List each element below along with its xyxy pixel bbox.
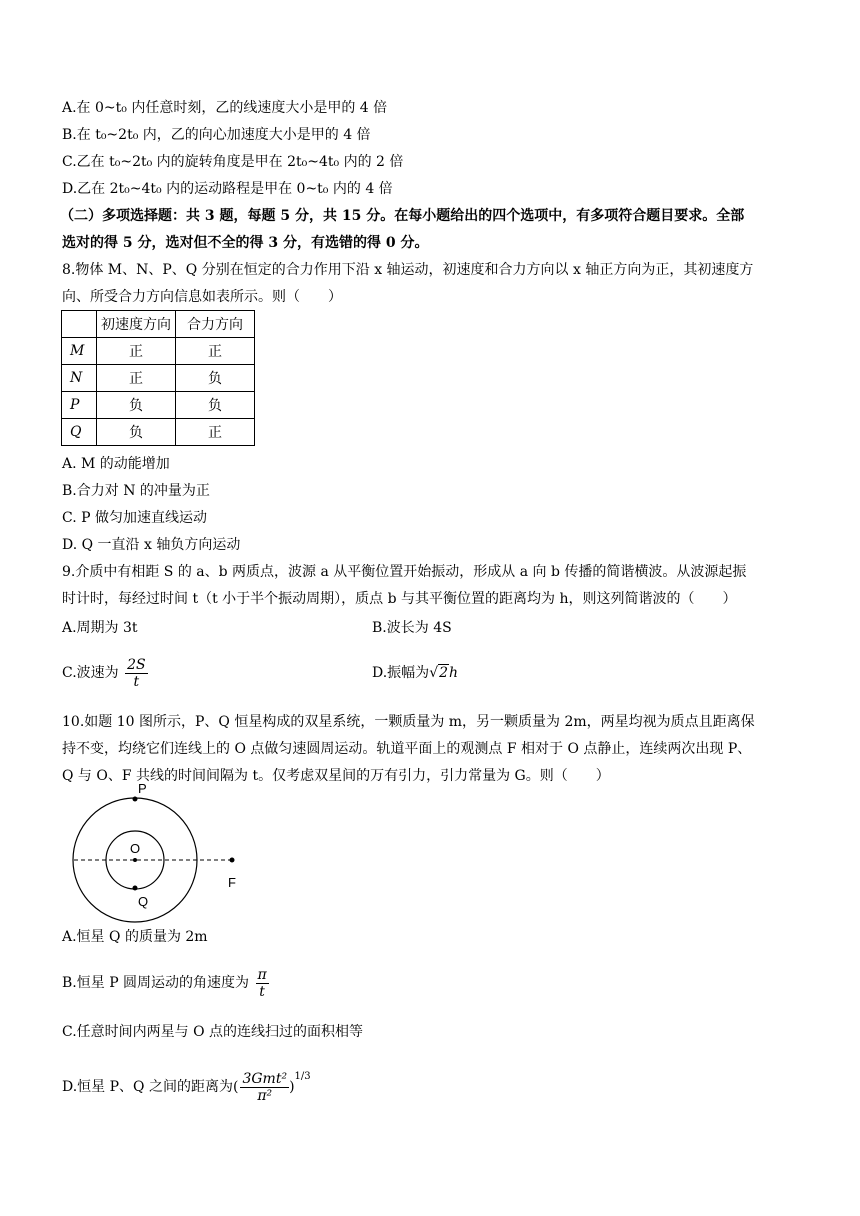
table-cell: 负: [176, 392, 255, 419]
center-o-dot: [133, 858, 137, 862]
fraction: [240, 1071, 289, 1104]
binary-star-diagram: [60, 781, 260, 921]
star-p-dot: [133, 797, 138, 802]
fraction-denominator: π²: [257, 1087, 273, 1104]
table-cell: 正: [97, 338, 176, 365]
table-cell: 正: [176, 419, 255, 446]
table-cell: M: [62, 338, 97, 365]
fraction-numerator: 2S: [127, 656, 146, 673]
q9-option-a: A.周期为 3t: [62, 620, 138, 636]
section-header-line-1: （二）多项选择题：共 3 题，每题 5 分，共 15 分。在每小题给出的四个选项中，有多项符合题目要求。全部: [60, 208, 745, 224]
section-header-line-2: 选对的得 5 分，选对但不全的得 3 分，有选错的得 0 分。: [62, 235, 429, 251]
exponent: 1/3: [294, 1071, 311, 1082]
q8-option-b: B.合力对 N 的冲量为正: [62, 483, 210, 499]
q8-option-c: C. P 做匀加速直线运动: [62, 510, 207, 526]
table-cell: P: [62, 392, 97, 419]
q7-option-d: D.乙在 2t₀~4t₀ 内的运动路程是甲在 0~t₀ 内的 4 倍: [62, 181, 393, 197]
close-paren: ): [289, 1079, 295, 1095]
fraction: [125, 657, 148, 690]
q8-option-d: D. Q 一直沿 x 轴负方向运动: [62, 537, 241, 553]
q10-stem-line-2: 持不变，均绕它们连线上的 O 点做匀速圆周运动。轨道平面上的观测点 F 相对于 O 点静止，连续两次出现 P、: [62, 741, 752, 757]
table-cell: 正: [97, 365, 176, 392]
table-cell: N: [62, 365, 97, 392]
fraction-denominator: t: [133, 673, 140, 690]
q10-option-d: [62, 1060, 311, 1104]
table-cell: 负: [176, 365, 255, 392]
q9-stem-line-1: 9.介质中有相距 S 的 a、b 两质点，波源 a 从平衡位置开始振动，形成从 a 向 b 传播的简谐横波。从波源起振: [62, 564, 747, 580]
q10-option-d-prefix: D.恒星 P、Q 之间的距离为: [62, 1079, 233, 1095]
fraction-denominator: t: [259, 983, 265, 1000]
table-cell: 正: [176, 338, 255, 365]
q10-option-b-prefix: B.恒星 P 圆周运动的角速度为: [62, 975, 250, 991]
q8-option-a: A. M 的动能增加: [62, 456, 170, 472]
q7-option-c: C.乙在 t₀~2t₀ 内的旋转角度是甲在 2t₀~4t₀ 内的 2 倍: [62, 154, 404, 170]
q8-stem-line-2: 向、所受合力方向信息如表所示。则（ ）: [62, 289, 342, 305]
table-row: [62, 419, 255, 446]
q9-option-c-prefix: C.波速为: [62, 665, 119, 681]
q9-option-c: [62, 656, 148, 690]
label-p: P: [138, 781, 147, 796]
table-header-cell: 合力方向: [176, 311, 255, 338]
table-row: [62, 365, 255, 392]
q9-option-b: B.波长为 4S: [372, 620, 452, 636]
table-header-cell: 初速度方向: [97, 311, 176, 338]
q9-option-d-prefix: D.振幅为: [372, 665, 430, 681]
q10-option-b: [62, 966, 269, 1000]
label-q: Q: [138, 894, 149, 909]
label-o: O: [130, 841, 141, 856]
q8-stem-line-1: 8.物体 M、N、P、Q 分别在恒定的合力作用下沿 x 轴运动，初速度和合力方向以 x 轴正方向为正，其初速度方: [62, 262, 754, 278]
fraction-numerator: 3Gmt²: [242, 1070, 288, 1087]
q10-option-c: C.任意时间内两星与 O 点的连线扫过的面积相等: [62, 1024, 364, 1040]
table-cell: 负: [97, 419, 176, 446]
radicand: 2: [439, 665, 449, 681]
q9-option-d-rest: h: [449, 665, 459, 681]
q8-table: [61, 310, 255, 446]
q9-stem-line-2: 时计时，每经过时间 t（t 小于半个振动周期），质点 b 与其平衡位置的距离均为 h，则这列简谐波的（ ）: [62, 591, 737, 607]
q9-option-d: [372, 656, 458, 690]
open-paren: (: [232, 1079, 239, 1095]
table-cell: Q: [62, 419, 97, 446]
q7-option-a: A.在 0~t₀ 内任意时刻，乙的线速度大小是甲的 4 倍: [62, 100, 388, 116]
square-root: √2: [429, 665, 449, 681]
q7-option-b: B.在 t₀~2t₀ 内，乙的向心加速度大小是甲的 4 倍: [62, 127, 371, 143]
table-header-row: [62, 311, 255, 338]
table-cell: 负: [97, 392, 176, 419]
table-header-cell: [62, 311, 97, 338]
observer-f-dot: [230, 858, 235, 863]
fraction-numerator: π: [257, 966, 267, 983]
q10-option-a: A.恒星 Q 的质量为 2m: [62, 929, 208, 945]
label-f: F: [228, 875, 236, 890]
star-q-dot: [133, 886, 138, 891]
q10-stem-line-1: 10.如题 10 图所示，P、Q 恒星构成的双星系统，一颗质量为 m，另一颗质量为 2m，两星均视为质点且距离保: [62, 714, 755, 730]
fraction: [256, 967, 269, 1000]
table-row: [62, 338, 255, 365]
q10-stem-line-3: Q 与 O、F 共线的时间间隔为 t。仅考虑双星间的万有引力，引力常量为 G。则（ ）: [62, 768, 610, 784]
table-row: [62, 392, 255, 419]
